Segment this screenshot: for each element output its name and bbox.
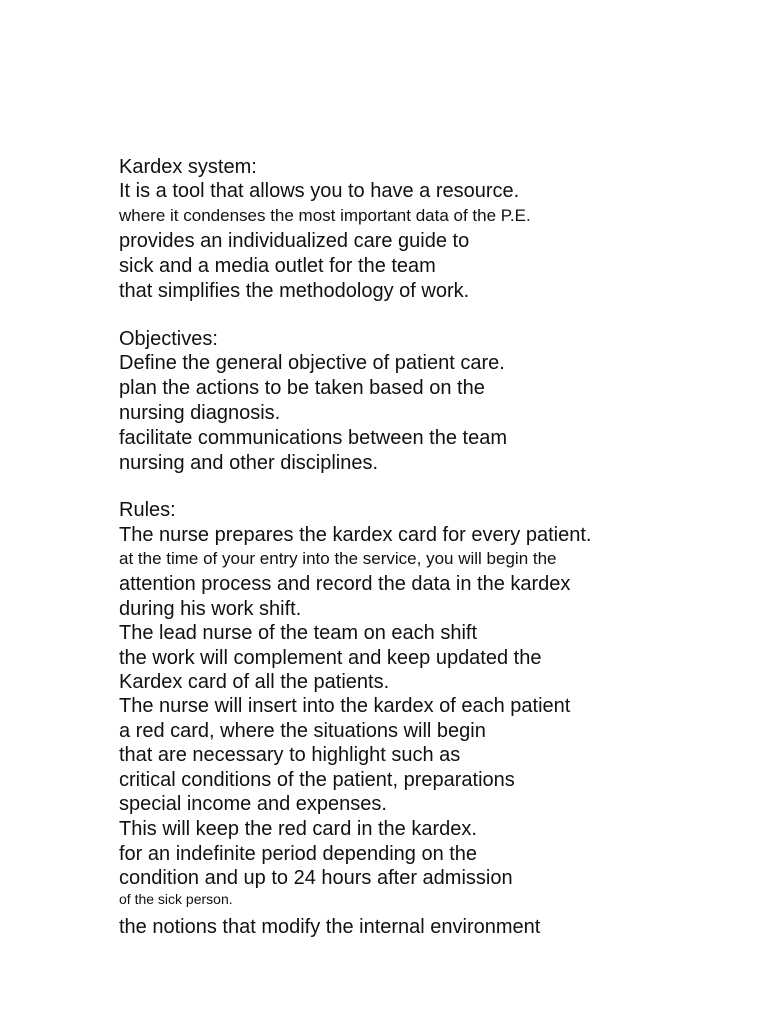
text-line: nursing and other disciplines.	[119, 452, 379, 474]
text-line: Define the general objective of patient care.	[119, 352, 505, 374]
text-line: the notions that modify the internal environment	[119, 916, 541, 938]
section-heading-rules: Rules:	[119, 499, 176, 521]
text-line: critical conditions of the patient, preparations	[119, 769, 515, 791]
text-line: It is a tool that allows you to have a resource.	[119, 180, 520, 202]
text-line: provides an individualized care guide to	[119, 230, 470, 252]
text-line: of the sick person.	[119, 891, 233, 907]
text-line: The lead nurse of the team on each shift	[119, 622, 477, 644]
text-line: special income and expenses.	[119, 793, 387, 815]
text-line: during his work shift.	[119, 598, 302, 620]
text-line: nursing diagnosis.	[119, 402, 281, 424]
text-line: attention process and record the data in the kardex	[119, 573, 571, 595]
section-heading-kardex: Kardex system:	[119, 156, 257, 178]
text-line: that simplifies the methodology of work.	[119, 280, 470, 302]
text-line: The nurse prepares the kardex card for every patient.	[119, 524, 592, 546]
section-heading-objectives: Objectives:	[119, 328, 218, 350]
text-line: at the time of your entry into the service, you will begin the	[119, 549, 557, 568]
text-line: facilitate communications between the team	[119, 427, 507, 449]
text-line: This will keep the red card in the kardex.	[119, 818, 477, 840]
text-line: the work will complement and keep updated the	[119, 647, 542, 669]
text-line: that are necessary to highlight such as	[119, 744, 461, 766]
text-line: a red card, where the situations will begin	[119, 720, 486, 742]
text-line: condition and up to 24 hours after admission	[119, 867, 513, 889]
text-line: sick and a media outlet for the team	[119, 255, 436, 277]
text-line: plan the actions to be taken based on the	[119, 377, 485, 399]
text-line: for an indefinite period depending on the	[119, 843, 478, 865]
text-line: Kardex card of all the patients.	[119, 671, 390, 693]
text-line: where it condenses the most important data of the P.E.	[119, 206, 531, 225]
text-line: The nurse will insert into the kardex of each patient	[119, 695, 571, 717]
